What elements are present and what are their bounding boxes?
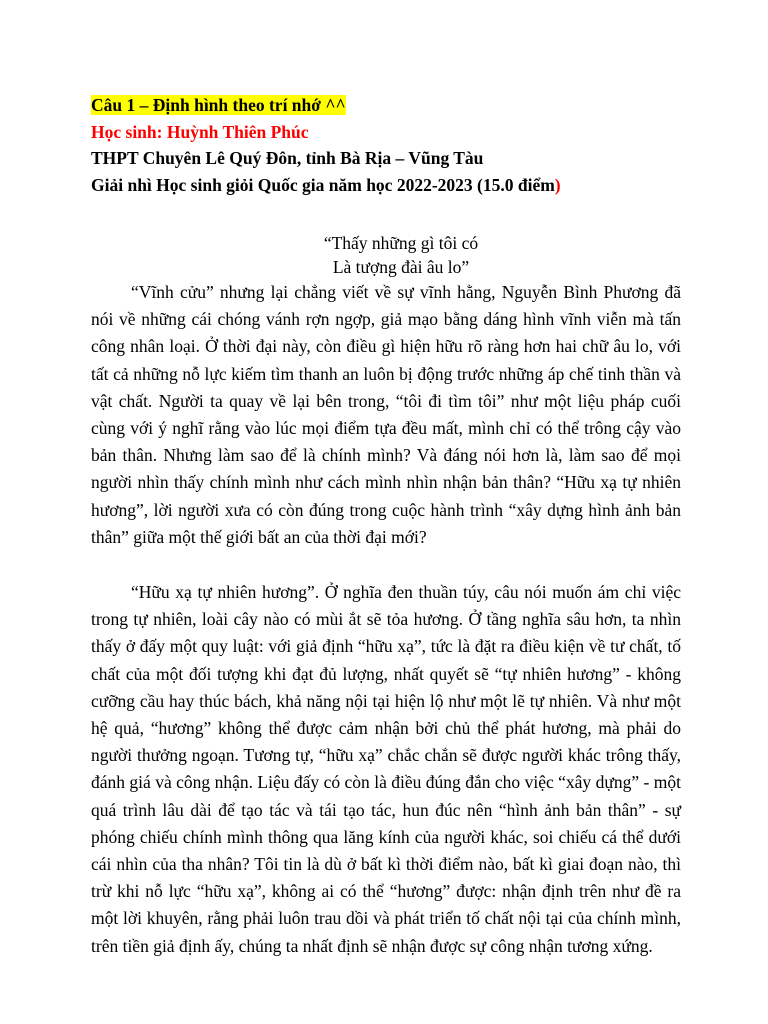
award-line <box>91 172 681 199</box>
body-paragraph-1: “Vĩnh cửu” nhưng lại chẳng viết về sự vĩnh hằng, Nguyễn Bình Phương đã nói về những cái chóng vánh rợn ngợp, giả mạo bằng dáng hình vĩnh viễn mà tấn công nhân loại. Ở thời đại này, còn điều gì hiện hữu rõ ràng hơn hai chữ âu lo, với tất cả những nỗ lực kiếm tìm thanh an luôn bị động trước những áp chế tinh thần và vật chất. Người ta quay về lại bên trong, “tôi đi tìm tôi” như một liệu pháp cuối cùng với ý nghĩ rằng vào lúc mọi điểm tựa đều mất, mình chỉ có thể trông cậy vào bản thân. Nhưng làm sao để là chính mình? Và đáng nói hơn là, làm sao để mọi người nhìn thấy chính mình như cách mình nhìn nhận bản thân? “Hữu xạ tự nhiên hương”, lời người xưa có còn đúng trong cuộc hành trình “xây dựng hình ảnh bản thân” giữa một thế giới bất an của thời đại mới? <box>91 282 681 547</box>
award-closing-paren: ) <box>554 174 561 195</box>
epigraph-line-1: “Thấy những gì tôi có <box>323 233 479 253</box>
epigraph-line-2: Là tượng đài âu lo” <box>332 257 470 277</box>
student-name: Học sinh: Huỳnh Thiên Phúc <box>91 121 309 142</box>
body-paragraph-2: “Hữu xạ tự nhiên hương”. Ở nghĩa đen thuần túy, câu nói muốn ám chỉ việc trong tự nhiên, loài cây nào có mùi ắt sẽ tỏa hương. Ở tầng nghĩa sâu hơn, ta nhìn thấy ở đấy một quy luật: với giả định “hữu xạ”, tức là đặt ra điều kiện về tư chất, tố chất của một đối tượng khi đạt đủ lượng, nhất quyết sẽ “tự nhiên hương” - không cưỡng cầu hay thúc bách, khả năng nội tại hiện lộ như một lẽ tự nhiên. Và như một hệ quả, “hương” không thể được cảm nhận bởi chủ thể phát hương, mà phải do người thưởng ngoạn. Tương tự, “hữu xạ” chắc chắn sẽ được người khác trông thấy, đánh giá và công nhận. Liệu đấy có còn là điều đúng đắn cho việc “xây dựng” - một quá trình lâu dài để tạo tác và tái tạo tác, hun đúc nên “hình ảnh bản thân” - sự phóng chiếu chính mình thông qua lăng kính của người khác, soi chiếu cá thể dưới cái nhìn của tha nhân? Tôi tin là dù ở bất kì thời điểm nào, bất kì giai đoạn nào, thì trừ khi nỗ lực “hữu xạ”, không ai có thể “hương” được: nhận định trên như đề ra một lời khuyên, rằng phải luôn trau dồi và phát triển tố chất nội tại của chính mình, trên tiền giả định ấy, chúng ta nhất định sẽ nhận được sự công nhận tương xứng. <box>91 582 681 956</box>
award-text: Giải nhì Học sinh giỏi Quốc gia năm học 2022-2023 (15.0 điểm <box>91 174 555 195</box>
question-title-text: Câu 1 – Định hình theo trí nhớ ^^ <box>91 95 346 115</box>
question-title <box>91 92 681 119</box>
epigraph <box>91 231 681 279</box>
document-page <box>91 92 681 960</box>
school-name: THPT Chuyên Lê Quý Đôn, tỉnh Bà Rịa – Vũng Tàu <box>91 148 484 168</box>
